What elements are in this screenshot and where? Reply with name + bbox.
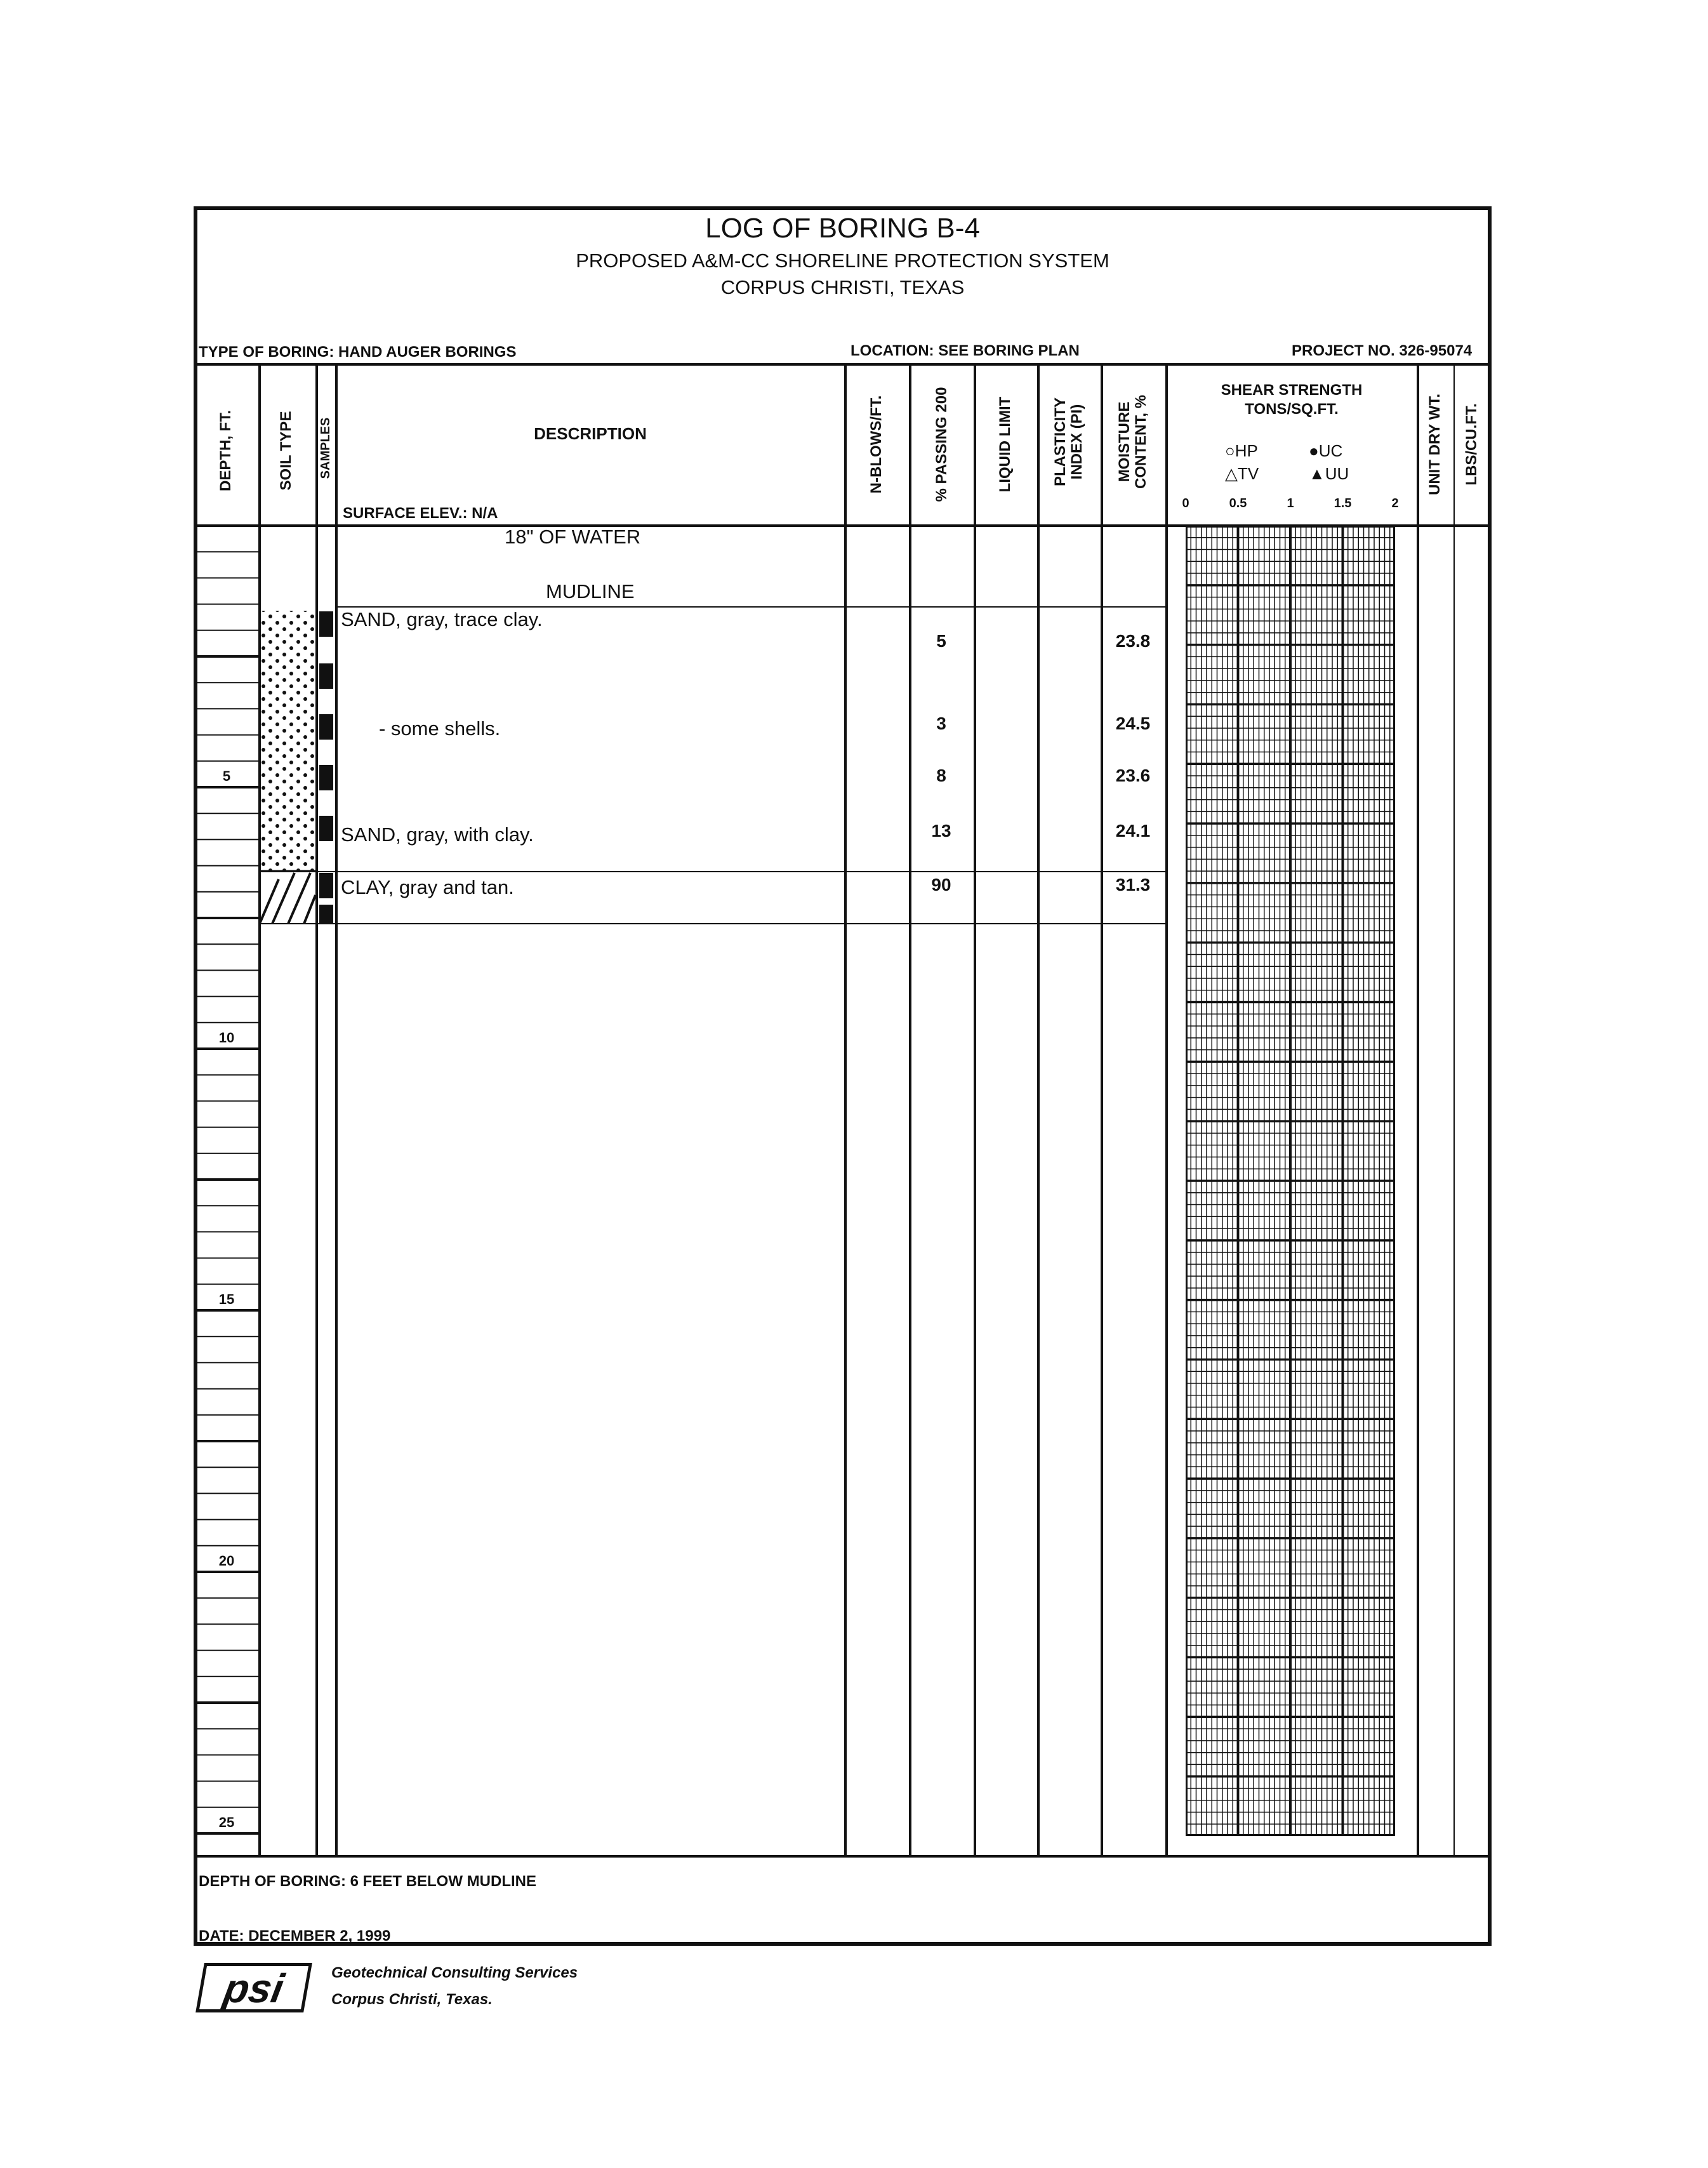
moisture-content-label: CONTENT, %	[1132, 395, 1149, 489]
footer-rule	[194, 1855, 1492, 1858]
shear-scale-tick-label: 0	[1182, 496, 1189, 510]
project-number: PROJECT NO. 326-95074	[1292, 342, 1473, 359]
psi-logo: psi	[195, 1963, 312, 2012]
depth-scale	[197, 526, 258, 1855]
type-of-boring: TYPE OF BORING: HAND AUGER BORINGS	[199, 343, 517, 361]
passing-200-value: 5	[936, 631, 946, 651]
shear-scale-tick-label: 1	[1287, 496, 1294, 510]
header-rule	[194, 363, 1492, 366]
project-name: PROPOSED A&M-CC SHORELINE PROTECTION SYSTEM	[576, 249, 1109, 272]
log-title: LOG OF BORING B-4	[705, 213, 980, 244]
open-triangle-icon: △	[1225, 464, 1238, 483]
depth-header: DEPTH, FT.	[217, 410, 234, 492]
col-line	[1037, 364, 1040, 1855]
legend-uu: ▲UU	[1309, 464, 1349, 483]
col-line	[844, 364, 847, 1855]
col-line	[1101, 364, 1103, 1855]
legend-hp: ○HP	[1225, 441, 1258, 460]
shear-title: SHEAR STRENGTH	[1221, 382, 1363, 399]
plasticity-index-label: INDEX (PI)	[1068, 404, 1085, 480]
layer-description: CLAY, gray and tan.	[341, 876, 514, 898]
col-line	[974, 364, 976, 1855]
sample-marker	[319, 611, 333, 637]
shear-scale-tick-label: 1.5	[1334, 496, 1352, 510]
legend-tv: △TV	[1225, 464, 1259, 483]
sample-marker	[319, 873, 333, 898]
passing-200-value: 8	[936, 766, 946, 785]
lbs-cu-ft-header: LBS/CU.FT.	[1463, 403, 1480, 486]
col-line	[1165, 364, 1168, 1855]
sample-marker	[319, 905, 333, 924]
depth-label: 20	[218, 1553, 235, 1569]
clay-hatch	[260, 873, 315, 924]
depth-label: 15	[218, 1291, 235, 1307]
col-line	[335, 364, 338, 1855]
liquid-limit-header: LIQUID LIMIT	[996, 396, 1014, 493]
description-header: DESCRIPTION	[534, 424, 647, 443]
shear-strength-grid	[1186, 526, 1395, 1836]
col-line	[1453, 364, 1455, 1855]
shear-legend	[1225, 439, 1259, 485]
sample-markers	[317, 606, 335, 930]
surface-elevation: SURFACE ELEV.: N/A	[343, 505, 498, 522]
company-location: Corpus Christi, Texas.	[331, 1991, 493, 2008]
sample-marker	[319, 714, 333, 740]
sample-marker	[319, 765, 333, 790]
soil-column-graphic	[260, 606, 315, 924]
soil-type-header: SOIL TYPE	[277, 411, 295, 491]
water-depth-text: 18" OF WATER	[505, 526, 641, 548]
mudline-boundary	[336, 606, 1165, 608]
depth-label: 25	[218, 1814, 235, 1830]
passing-200-value: 3	[936, 714, 946, 733]
moisture-value: 23.8	[1115, 631, 1151, 651]
moisture-value: 24.1	[1115, 821, 1151, 841]
shear-scale-tick-label: 0.5	[1229, 496, 1247, 510]
plasticity-header	[1052, 378, 1085, 505]
sample-marker	[319, 663, 333, 689]
shear-scale-tick-label: 2	[1391, 496, 1399, 510]
open-circle-icon: ○	[1225, 441, 1235, 460]
boring-date: DATE: DECEMBER 2, 1999	[199, 1927, 391, 1945]
col-line	[1417, 364, 1419, 1855]
layer-description: SAND, gray, with clay.	[341, 823, 534, 846]
project-city: CORPUS CHRISTI, TEXAS	[720, 276, 965, 298]
unit-dry-wt-header: UNIT DRY WT.	[1426, 394, 1443, 495]
passing-200-value: 13	[931, 821, 951, 841]
title-block	[194, 213, 1492, 299]
filled-circle-icon: ●	[1309, 441, 1319, 460]
passing-200-value: 90	[931, 875, 951, 894]
layer-description: SAND, gray, trace clay.	[341, 608, 543, 630]
moisture-value: 24.5	[1115, 714, 1151, 733]
moisture-value: 31.3	[1115, 875, 1151, 894]
sample-marker	[319, 816, 333, 841]
sand-pattern	[260, 611, 315, 871]
boring-location: LOCATION: SEE BORING PLAN	[851, 342, 1080, 359]
mudline-text: MUDLINE	[546, 580, 635, 602]
moisture-header	[1116, 378, 1149, 505]
filled-triangle-icon: ▲	[1309, 464, 1325, 483]
layer-boundary	[260, 871, 1165, 872]
shear-legend-right	[1309, 439, 1349, 485]
passing-200-header: % PASSING 200	[933, 387, 950, 502]
depth-label: 5	[222, 768, 231, 784]
shear-units: TONS/SQ.FT.	[1245, 401, 1339, 418]
samples-header: SAMPLES	[319, 417, 333, 479]
layer-boundary	[260, 923, 1165, 924]
col-line	[258, 364, 261, 1855]
depth-of-boring: DEPTH OF BORING: 6 FEET BELOW MUDLINE	[199, 1873, 536, 1890]
layer-note: - some shells.	[379, 717, 501, 740]
depth-label: 10	[218, 1030, 235, 1046]
moisture-label: MOISTURE	[1116, 401, 1133, 482]
plasticity-label: PLASTICITY	[1052, 397, 1069, 487]
n-blows-header: N-BLOWS/FT.	[868, 395, 885, 494]
legend-uc: ●UC	[1309, 441, 1343, 460]
col-line	[909, 364, 911, 1855]
company-name: Geotechnical Consulting Services	[331, 1964, 578, 1981]
shear-strength-header	[1167, 381, 1417, 419]
col-line	[315, 364, 318, 1855]
moisture-value: 23.6	[1115, 766, 1151, 785]
